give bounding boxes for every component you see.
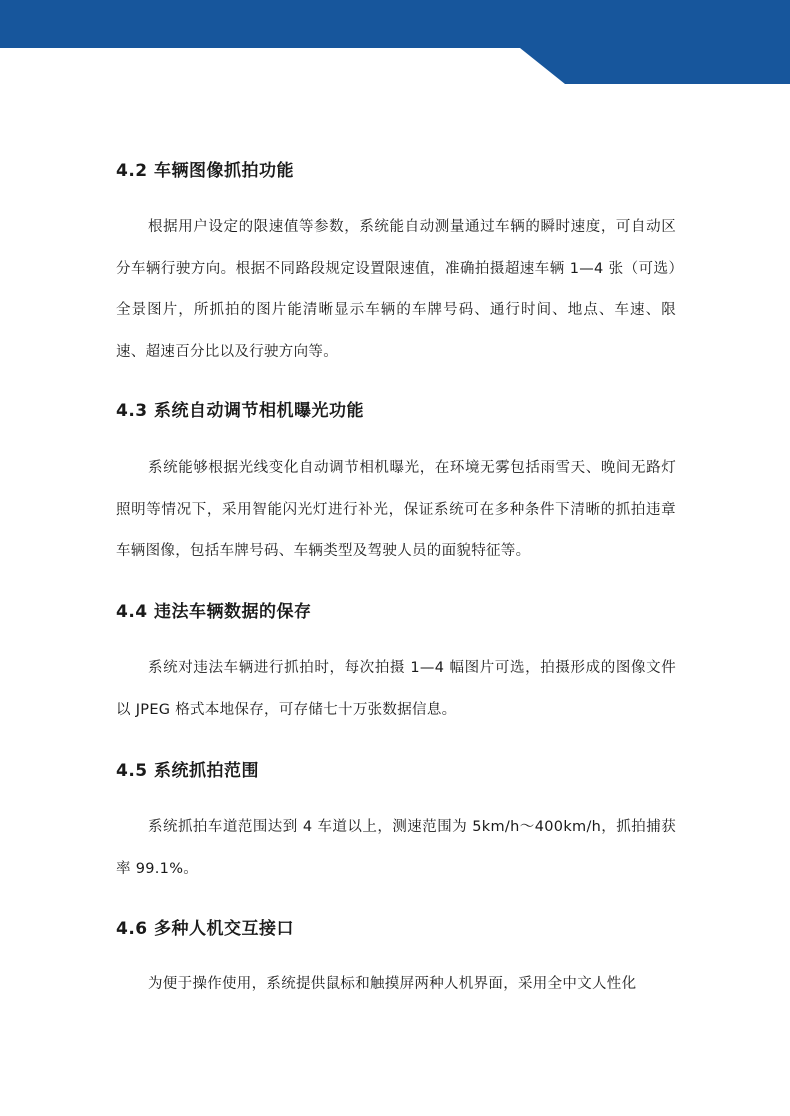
section-heading-4-5: 4.5 系统抓拍范围 (116, 761, 260, 781)
section-heading-4-3: 4.3 系统自动调节相机曝光功能 (116, 401, 365, 421)
header-band-shape (0, 0, 790, 84)
section-paragraph-4-2: 根据用户设定的限速值等参数，系统能自动测量通过车辆的瞬时速度，可自动区分车辆行驶方向。根据不同路段规定设置限速值，准确拍摄超速车辆 1—4 张（可选）全景图片，所抓拍的图片能清晰显示车辆的车牌号码、通行时间、地点、车速、限速、超速百分比以及行驶方向等。 (116, 219, 676, 360)
section-paragraph-4-4: 系统对违法车辆进行抓拍时，每次拍摄 1—4 幅图片可选，拍摄形成的图像文件以 JPEG 格式本地保存，可存储七十万张数据信息。 (116, 660, 676, 718)
section-paragraph-4-6: 为便于操作使用，系统提供鼠标和触摸屏两种人机界面，采用全中文人性化 (148, 976, 637, 992)
section-heading-4-2: 4.2 车辆图像抓拍功能 (116, 161, 295, 181)
header-band (0, 0, 790, 84)
section-paragraph-4-5: 系统抓拍车道范围达到 4 车道以上，测速范围为 5km/h～400km/h，抓拍捕获率 99.1%。 (116, 819, 676, 877)
section-heading-4-4: 4.4 违法车辆数据的保存 (116, 602, 312, 622)
section-paragraph-4-3: 系统能够根据光线变化自动调节相机曝光，在环境无雾包括雨雪天、晚间无路灯照明等情况下，采用智能闪光灯进行补光，保证系统可在多种条件下清晰的抓拍违章车辆图像，包括车牌号码、车辆类型及驾驶人员的面貌特征等。 (116, 460, 676, 559)
section-heading-4-6: 4.6 多种人机交互接口 (116, 919, 295, 939)
